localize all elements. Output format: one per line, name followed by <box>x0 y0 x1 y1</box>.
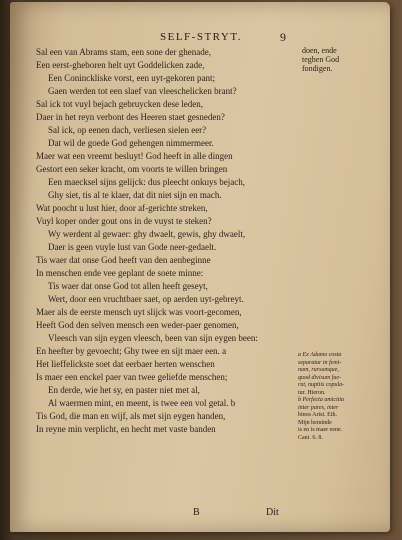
poem-line: En derde, wie het sy, en paster niet met al, <box>48 385 200 395</box>
poem-line: In menschen ende vee geplant de soete minne: <box>36 268 204 278</box>
signature-mark: B <box>193 507 200 518</box>
catchword: Dit <box>266 507 279 518</box>
marginal-note-line: Cant. 6. 8. <box>298 434 323 441</box>
poem-line: Tis waer dat onse God heeft van den aenbeginne <box>36 255 211 265</box>
poem-line: Een maecksel sijns gelijck: dus pleecht onkuys bejach, <box>48 177 245 187</box>
marginal-note <box>298 352 374 442</box>
poem-line: Tis God, die man en wijf, als met sijn eygen handen, <box>36 411 226 421</box>
poem-line: Tis waer dat onse God tot allen heeft geseyt, <box>48 281 208 291</box>
marginal-note-line: rat, nuptiis copula- <box>298 382 345 388</box>
running-head: SELF-STRYT. <box>160 31 243 43</box>
poem-line: En heefter by gevoecht; Ghy twee en sijt maer een. a <box>36 346 227 356</box>
marginal-note-line: b Perfecta amicitia <box>298 397 344 403</box>
poem-line: Wat poocht u lust hier, door af-gerichte streken, <box>36 203 208 213</box>
poem-line: Maer wat een vreemt besluyt! God heeft in alle dingen <box>36 151 233 161</box>
poem-line: Wert, door een vruchtbaer saet, op aerden uyt-gebreyt. <box>48 294 244 304</box>
poem-line: Daer is geen vuyle lust van Gode neer-gedaelt. <box>48 242 217 252</box>
poem-text <box>36 46 296 436</box>
marginal-note-line: Mijn beminde <box>298 419 332 426</box>
poem-line: Heeft God den selven mensch een weder-paer genomen, <box>36 320 239 330</box>
marginal-note-line: binos Arist. Eth. <box>298 412 338 418</box>
marginal-note-line: inter pares, inter <box>298 404 339 411</box>
poem-line: In reyne min verplicht, en hecht met vaste banden <box>36 424 216 434</box>
poem-line: Is maer een enckel paer van twee geliefde menschen; <box>36 372 228 382</box>
marginal-note-line: is en is maer eene. <box>298 427 343 433</box>
page-number: 9 <box>280 30 286 44</box>
side-note-line: doen, ende <box>302 46 337 55</box>
marginal-note-line: a Ex Adamo costa <box>298 352 342 358</box>
marginal-note-line: nam, rursumque, <box>298 367 339 373</box>
poem-line: Wy werdent al gewaer: ghy dwaelt, gewis, ghy dwaelt, <box>48 229 246 239</box>
poem-line: Daer in het reyn verbont des Heeren staet gesneden? <box>36 112 225 122</box>
book-page <box>10 2 390 532</box>
marginal-note-line: tur. Hieron. <box>298 389 326 396</box>
poem-line: Gaen werden tot een slaef van vleeschelicken brant? <box>48 86 237 96</box>
poem-line: Vleesch van sijn eygen vleesch, been van sijn eygen been: <box>48 333 258 343</box>
poem-line: Ghy siet, tis al te klaer, dat dit niet sijn en mach. <box>48 190 222 200</box>
poem-line: Dat wil de goede God gehengen nimmermeer. <box>48 138 214 148</box>
poem-line: Een Coninckliske vorst, een uyt-gekoren pant; <box>48 73 215 83</box>
poem-line: Gestort een seker kracht, om voorts te willen bringen <box>36 164 228 174</box>
side-note-line: fondigen. <box>302 64 333 73</box>
poem-line: Al waermen mint, en meent, is twee een vol getal. b <box>48 398 236 408</box>
poem-line: Het lieffelickste soet dat eerbaer herten wenschen <box>36 359 215 369</box>
poem-line: Vuyl koper onder gout ons in de vuyst te steken? <box>36 216 212 226</box>
poem-line: Maer als de eerste mensch uyt slijck was voort-gecomen, <box>36 307 242 317</box>
marginal-note-line: quod divisum fue- <box>298 374 341 381</box>
poem-line: Sal ick, op eenen dach, verliesen sielen eer? <box>48 125 207 135</box>
side-note-line: teghen God <box>302 55 340 64</box>
poem-line: Sal een van Abrams stam, een sone der ghenade, <box>36 47 211 57</box>
poem-line: Een eerst-gheboren helt uyt Goddelicken zade, <box>36 60 205 70</box>
poem-line: Sal ick tot vuyl bejach gebruycken dese leden, <box>36 99 203 109</box>
side-note <box>302 46 372 73</box>
marginal-note-line: separatur in femi- <box>298 359 342 366</box>
